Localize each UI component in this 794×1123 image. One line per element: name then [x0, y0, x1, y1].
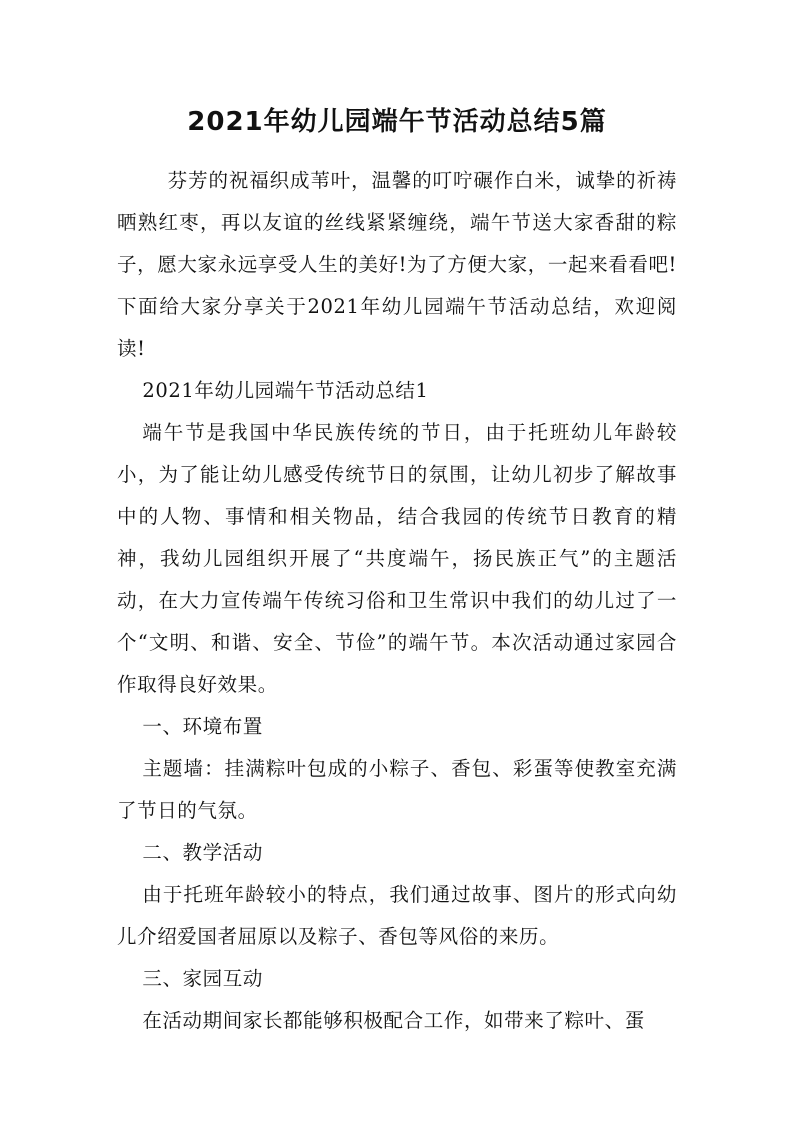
intro-paragraph: 芬芳的祝福织成苇叶，温馨的叮咛碾作白米，诚挚的祈祷晒熟红枣，再以友谊的丝线紧紧缠绕，端午节送大家香甜的粽子，愿大家永远享受人生的美好!为了方便大家，一起来看看吧!下面给大家分享关于2021年幼儿园端午节活动总结，欢迎阅读!	[117, 169, 677, 360]
body-paragraph: 在活动期间家长都能够积极配合工作，如带来了粽叶、蛋	[142, 1009, 645, 1032]
body-paragraph: 主题墙：挂满粽叶包成的小粽子、香包、彩蛋等使教室充满了节日的气氛。	[117, 757, 677, 822]
body-paragraph: 由于托班年龄较小的特点，我们通过故事、图片的形式向幼儿介绍爱国者屈原以及粽子、香包等风俗的来历。	[117, 883, 677, 948]
document-body	[117, 160, 677, 1042]
document-title: 2021年幼儿园端午节活动总结5篇	[187, 107, 607, 137]
body-paragraph: 端午节是我国中华民族传统的节日，由于托班幼儿年龄较小，为了能让幼儿感受传统节日的氛围，让幼儿初步了解故事中的人物、事情和相关物品，结合我园的传统节日教育的精神，我幼儿园组织开展了“共度端午，扬民族正气”的主题活动，在大力宣传端午传统习俗和卫生常识中我们的幼儿过了一个“文明、和谐、安全、节俭”的端午节。本次活动通过家园合作取得良好效果。	[117, 421, 677, 696]
section-heading: 2021年幼儿园端午节活动总结1	[142, 379, 429, 402]
section-heading: 二、教学活动	[142, 841, 263, 864]
section-heading: 一、环境布置	[142, 715, 263, 738]
section-heading: 三、家园互动	[142, 967, 263, 990]
